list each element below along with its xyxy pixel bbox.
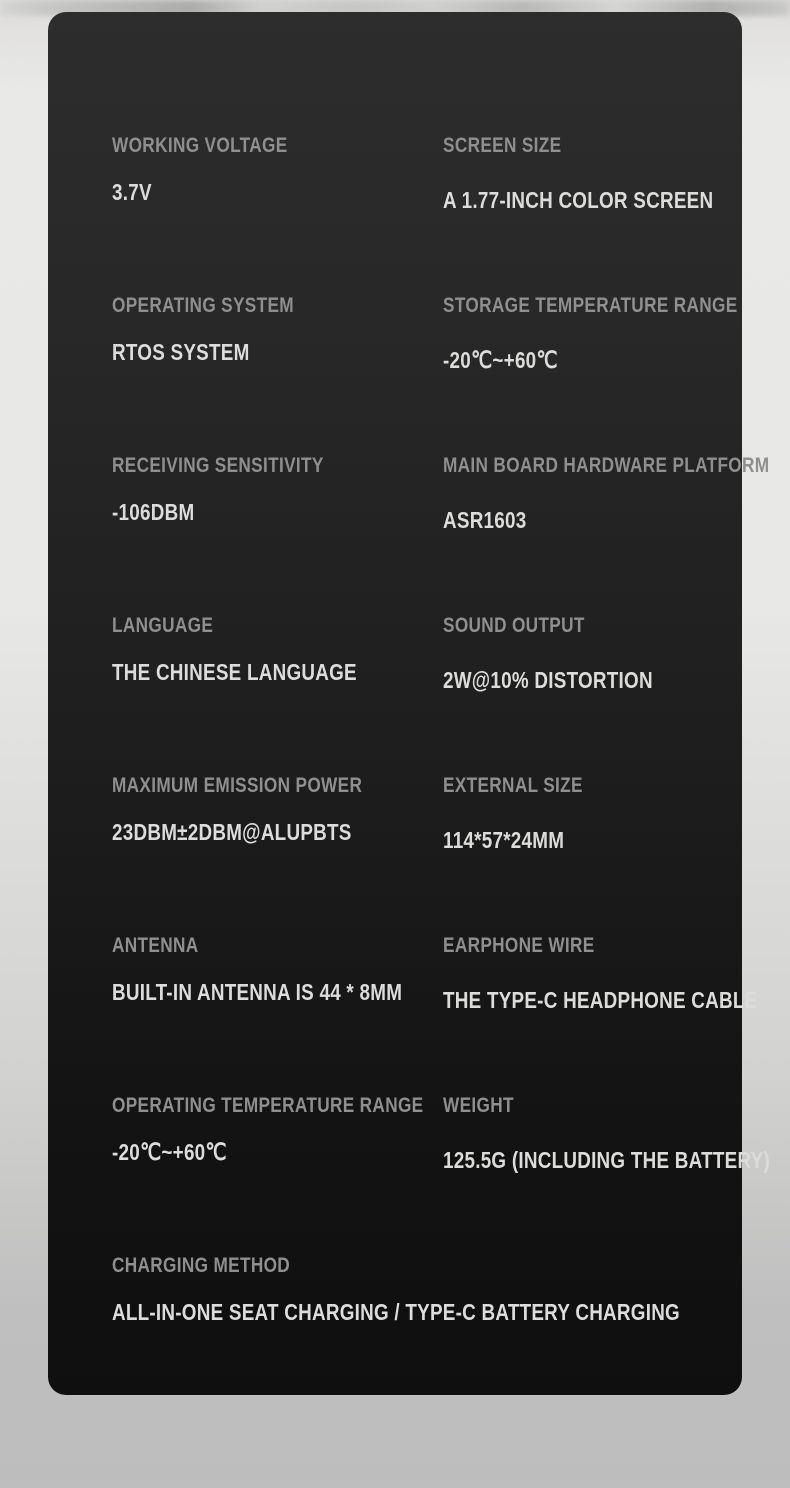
spec-item-operating-system	[112, 294, 443, 454]
spec-grid	[112, 134, 770, 1414]
spec-label: SCREEN SIZE	[443, 134, 562, 157]
spec-value: -20℃~+60℃	[112, 1139, 227, 1165]
spec-label: ANTENNA	[112, 934, 199, 957]
spec-item-storage-temperature-range	[443, 294, 790, 454]
spec-item-screen-size	[443, 134, 790, 294]
spec-item-working-voltage	[112, 134, 443, 294]
spec-value: -106DBM	[112, 499, 195, 525]
spec-label: RECEIVING SENSITIVITY	[112, 454, 324, 477]
spec-item-receiving-sensitivity	[112, 454, 443, 614]
spec-value: A 1.77-INCH COLOR SCREEN	[443, 187, 714, 213]
spec-value: ALL-IN-ONE SEAT CHARGING / TYPE-C BATTERY CHARGING	[112, 1299, 680, 1325]
spec-item-operating-temperature-range	[112, 1094, 443, 1254]
spec-item-weight	[443, 1094, 790, 1254]
spec-label: STORAGE TEMPERATURE RANGE	[443, 294, 738, 317]
spec-value: RTOS SYSTEM	[112, 339, 250, 365]
spec-value: 23DBM±2DBM@ALUPBTS	[112, 819, 352, 845]
spec-label: OPERATING TEMPERATURE RANGE	[112, 1094, 424, 1117]
spec-label: OPERATING SYSTEM	[112, 294, 294, 317]
spec-item-sound-output	[443, 614, 790, 774]
spec-item-antenna	[112, 934, 443, 1094]
spec-item-charging-method	[112, 1254, 680, 1414]
spec-label: EXTERNAL SIZE	[443, 774, 583, 797]
spec-value: 2W@10% DISTORTION	[443, 667, 653, 693]
spec-item-empty	[443, 1254, 790, 1414]
spec-value: 3.7V	[112, 179, 152, 205]
spec-item-external-size	[443, 774, 790, 934]
spec-item-maximum-emission-power	[112, 774, 443, 934]
spec-item-earphone-wire	[443, 934, 790, 1094]
spec-label: WORKING VOLTAGE	[112, 134, 288, 157]
spec-label: CHARGING METHOD	[112, 1254, 291, 1277]
spec-label: WEIGHT	[443, 1094, 514, 1117]
spec-value: BUILT-IN ANTENNA IS 44 * 8MM	[112, 979, 403, 1005]
spec-card	[48, 12, 770, 1395]
spec-value: THE TYPE-C HEADPHONE CABLE	[443, 987, 758, 1013]
spec-label: MAIN BOARD HARDWARE PLATFORM	[443, 454, 770, 477]
spec-label: LANGUAGE	[112, 614, 214, 637]
spec-value: ASR1603	[443, 507, 527, 533]
spec-value: 114*57*24MM	[443, 827, 565, 853]
spec-item-language	[112, 614, 443, 774]
spec-item-main-board-hardware-platform	[443, 454, 790, 614]
spec-value: 125.5G (INCLUDING THE BATTERY)	[443, 1147, 770, 1173]
spec-value: THE CHINESE LANGUAGE	[112, 659, 357, 685]
spec-value: -20℃~+60℃	[443, 347, 558, 373]
spec-label: SOUND OUTPUT	[443, 614, 585, 637]
spec-label: MAXIMUM EMISSION POWER	[112, 774, 363, 797]
spec-label: EARPHONE WIRE	[443, 934, 595, 957]
